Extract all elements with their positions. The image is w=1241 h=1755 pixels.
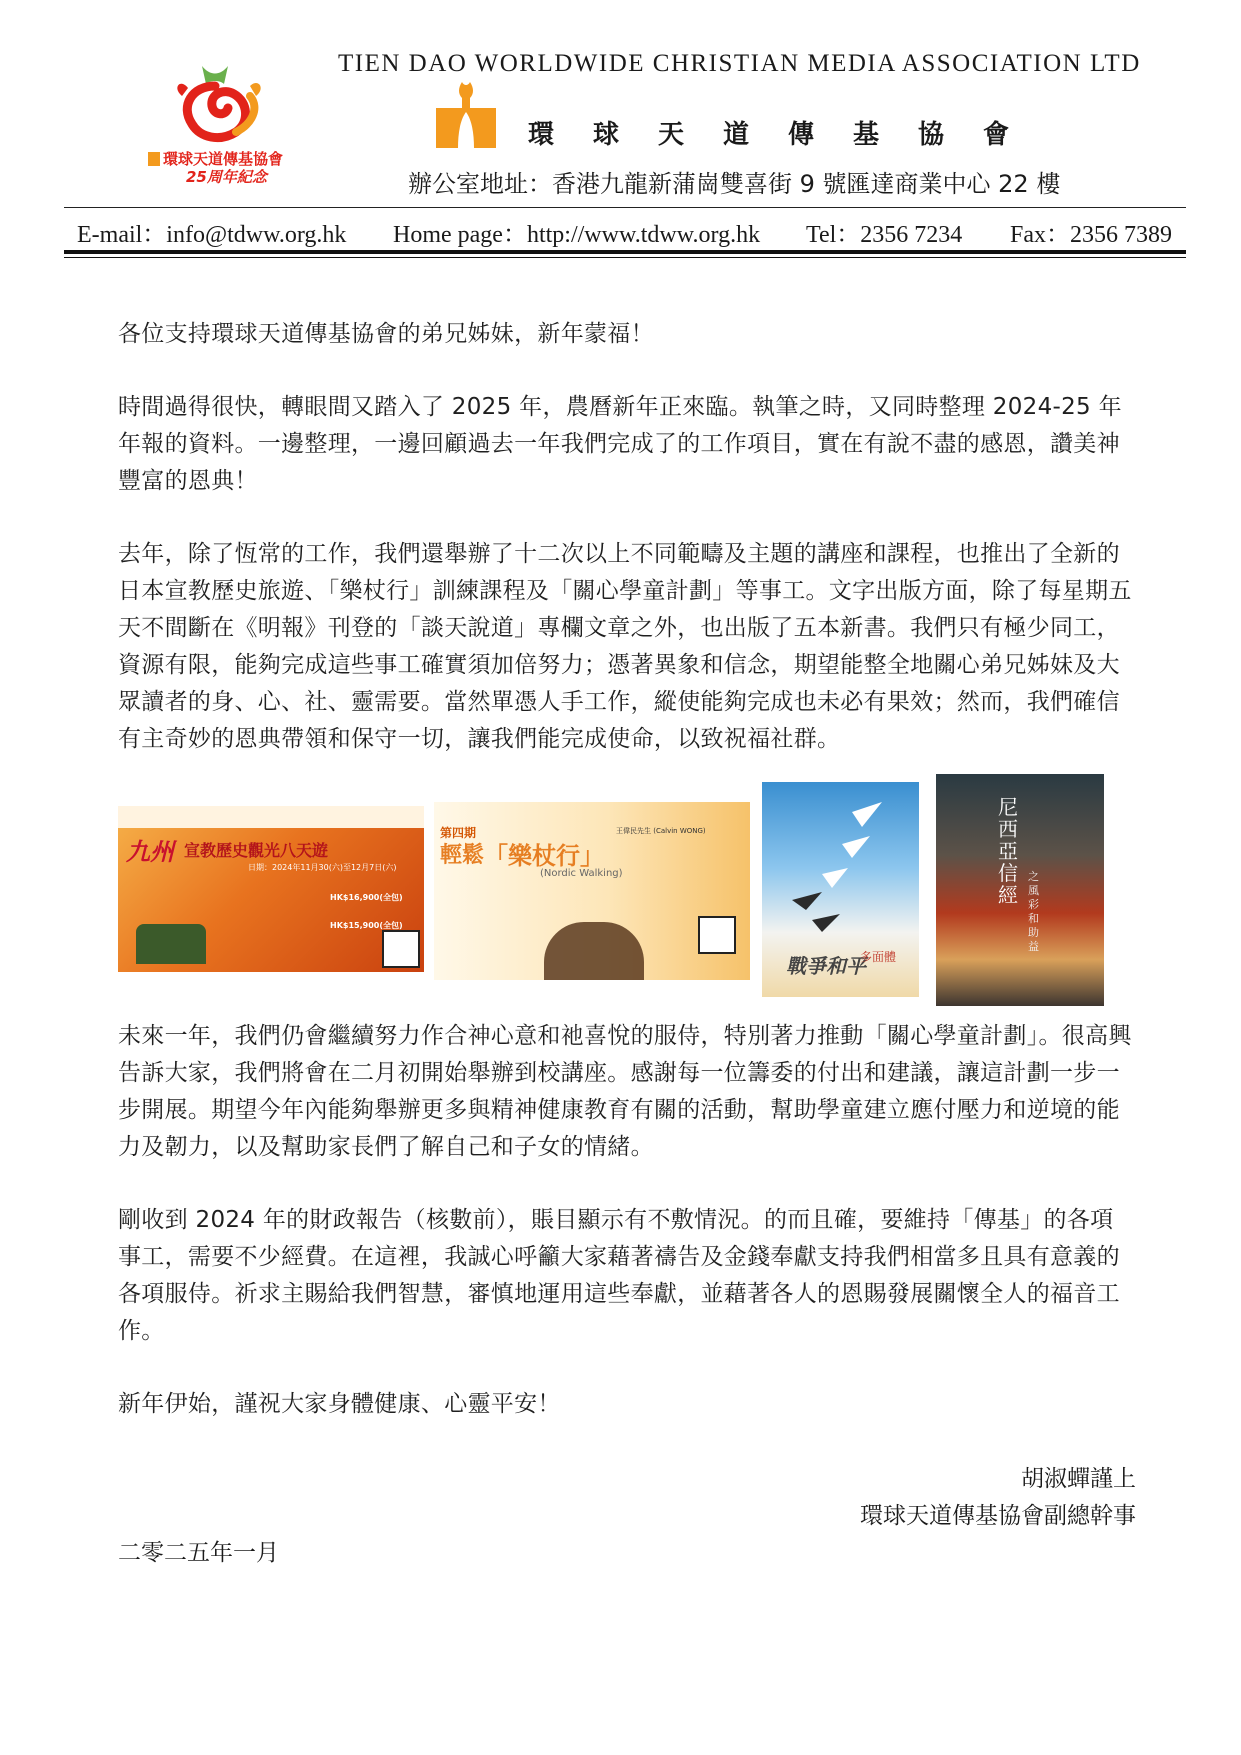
cross-mark-icon	[148, 152, 160, 166]
tel-text: Tel：2356 7234	[806, 222, 963, 248]
org-logo-icon	[436, 82, 496, 148]
paragraph-5: 新年伊始，謹祝大家身體健康、心靈平安！	[118, 1391, 561, 1417]
book-title: 戰爭和平	[786, 954, 866, 978]
poster-dates: 日期：2024年11月30(六)至12月7日(六)	[248, 863, 397, 872]
header-bottom-rule-thin	[64, 257, 1186, 258]
office-address: 辦公室地址：香港九龍新蒲崗雙喜街 9 號匯達商業中心 22 樓	[408, 170, 1061, 198]
letter-date: 二零二五年一月	[118, 1540, 279, 1566]
walkers-silhouette	[544, 922, 644, 980]
qr-code-icon	[382, 930, 420, 968]
header-divider	[64, 207, 1186, 208]
poster-price-1: HK$16,900(全包)	[330, 893, 403, 902]
book-subtitle: 多面體	[860, 950, 897, 964]
greeting: 各位支持環球天道傳基協會的弟兄姊妹，新年蒙福！	[118, 321, 654, 347]
nicene-creed-book-cover	[936, 774, 1104, 1006]
war-peace-book-cover	[762, 782, 919, 997]
paragraph-4: 剛收到 2024 年的財政報告（核數前），賬目顯示有不敷情況。的而且確，要維持「傳基」的各項事工，需要不少經費。在這裡，我誠心呼籲大家藉著禱告及金錢奉獻支持我們相當多且具有意義的各項服侍。祈求主賜給我們智慧，審慎地運用這些奉獻，並藉著各人的恩賜發展關懷全人的福音工作。	[118, 1207, 1120, 1344]
poster-header-band	[118, 806, 424, 828]
org-name-en: TIEN DAO WORLDWIDE CHRISTIAN MEDIA ASSOCIATION LTD	[338, 50, 1141, 77]
book-title: 尼西亞信經	[998, 795, 1018, 907]
book-subtitle: 之風彩和助益	[1028, 870, 1039, 953]
castle-image	[136, 924, 206, 964]
poster-title-main: 「樂杖行」	[484, 842, 604, 870]
poster-instructor: 王偉民先生 (Calvin WONG)	[616, 827, 706, 835]
poster-subtitle: (Nordic Walking)	[540, 868, 623, 879]
poster-title-light: 輕鬆	[440, 843, 485, 868]
fax-text: Fax：2356 7389	[1010, 222, 1172, 248]
homepage-link[interactable]: Home page：http://www.tdww.org.hk	[393, 222, 761, 248]
poster-title: 九州	[126, 838, 174, 866]
anniversary-logo-subtext: 25周年紀念	[186, 168, 267, 186]
org-name-zh: 環球天道傳基協會	[528, 120, 1049, 150]
kyushu-tour-poster	[118, 806, 424, 972]
poster-subtitle: 宣教歷史觀光八天遊	[184, 841, 329, 860]
poster-issue: 第四期	[440, 826, 477, 840]
header-bottom-rule	[64, 250, 1186, 254]
anniversary-logo-text: 環球天道傳基協會	[148, 148, 283, 169]
signature-name: 胡淑蟬謹上	[1021, 1466, 1136, 1492]
anniversary-logo-graphic	[140, 58, 300, 148]
email-link[interactable]: E-mail：info@tdww.org.hk	[77, 222, 347, 248]
poster-price-2: HK$15,900(全包)	[330, 921, 403, 930]
paragraph-1: 時間過得很快，轉眼間又踏入了 2025 年，農曆新年正來臨。執筆之時，又同時整理 2024-25 年年報的資料。一邊整理，一邊回顧過去一年我們完成了的工作項目，實在有說不盡的感恩，讚美神豐富的恩典！	[118, 394, 1122, 494]
qr-code-icon	[698, 916, 736, 954]
nordic-walking-poster	[434, 802, 750, 980]
paragraph-2: 去年，除了恆常的工作，我們還舉辦了十二次以上不同範疇及主題的講座和課程，也推出了全新的日本宣教歷史旅遊、「樂杖行」訓練課程及「關心學童計劃」等事工。文字出版方面，除了每星期五天不間斷在《明報》刊登的「談天說道」專欄文章之外，也出版了五本新書。我們只有極少同工，資源有限，能夠完成這些事工確實須加倍努力；憑著異象和信念，期望能整全地關心弟兄姊妹及大眾讀者的身、心、社、靈需要。當然單憑人手工作，縱使能夠完成也未必有果效；然而，我們確信有主奇妙的恩典帶領和保守一切，讓我們能完成使命，以致祝福社群。	[118, 541, 1132, 752]
paragraph-3: 未來一年，我們仍會繼續努力作合神心意和祂喜悅的服侍，特別著力推動「關心學童計劃」。很高興告訴大家，我們將會在二月初開始舉辦到校講座。感謝每一位籌委的付出和建議，讓這計劃一步一步開展。期望今年內能夠舉辦更多與精神健康教育有關的活動，幫助學童建立應付壓力和逆境的能力及韌力，以及幫助家長們了解自己和子女的情緒。	[118, 1023, 1132, 1160]
signature-title: 環球天道傳基協會副總幹事	[860, 1503, 1136, 1529]
